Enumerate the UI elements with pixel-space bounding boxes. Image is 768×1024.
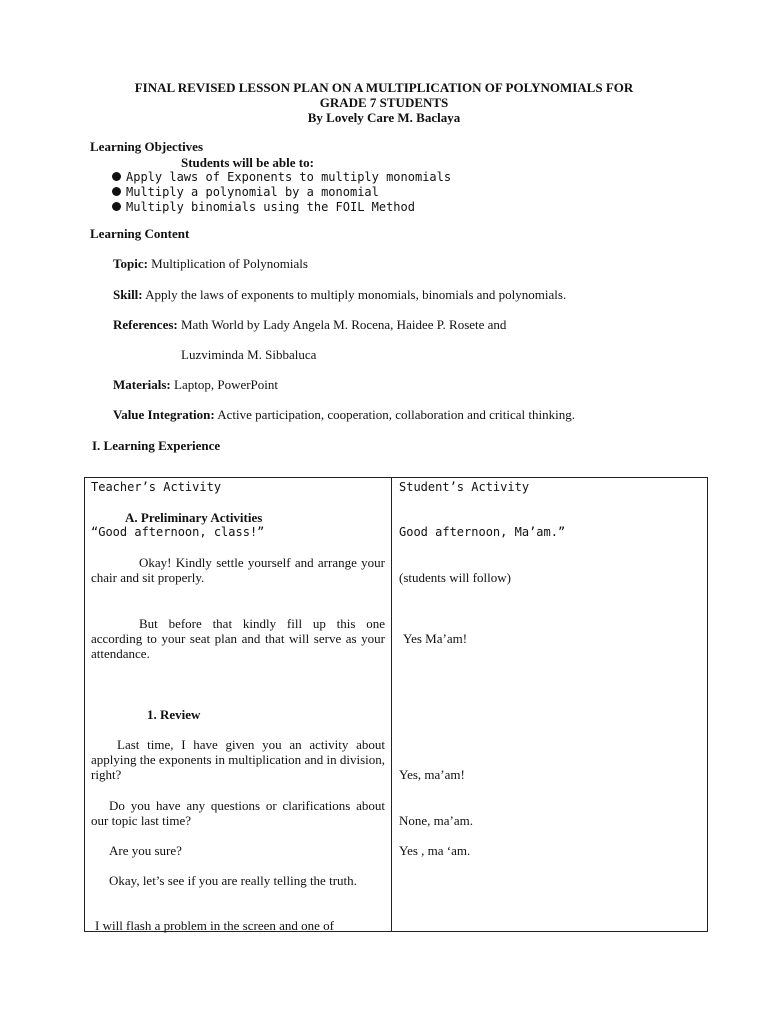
student-activity-header: Student’s Activity	[399, 480, 530, 494]
materials-label: Materials:	[113, 377, 171, 392]
student-clarification-response: None, ma’am.	[399, 813, 474, 828]
student-are-you-sure-response: Yes , ma ‘am.	[399, 843, 471, 858]
section-heading-learning-experience: I. Learning Experience	[92, 438, 221, 453]
value-integration-line	[113, 407, 575, 422]
bullet-icon	[112, 202, 121, 211]
teacher-greeting: “Good afternoon, class!”	[91, 525, 265, 539]
review-heading: 1. Review	[147, 707, 201, 722]
document-author: By Lovely Care M. Baclaya	[307, 110, 461, 125]
column-divider	[391, 478, 392, 931]
objective-item: Apply laws of Exponents to multiply monomials	[112, 170, 451, 185]
skill-label: Skill:	[113, 287, 143, 302]
objectives-subheading: Students will be able to:	[181, 155, 314, 170]
student-last-time-response: Yes, ma’am!	[399, 767, 465, 782]
objectives-heading: Learning Objectives	[90, 139, 204, 154]
references-line	[113, 317, 506, 332]
materials-value: Laptop, PowerPoint	[174, 377, 279, 392]
bullet-icon	[112, 187, 121, 196]
teacher-settle-instruction: Okay! Kindly settle yourself and arrange your chair and sit properly.	[91, 555, 385, 585]
topic-line	[113, 256, 308, 271]
objective-item: Multiply binomials using the FOIL Method	[112, 200, 415, 215]
activity-table	[84, 477, 708, 932]
document-title-line-1: FINAL REVISED LESSON PLAN ON A MULTIPLICATION OF POLYNOMIALS FOR	[134, 80, 634, 95]
teacher-last-time-question: Last time, I have given you an activity about applying the exponents in multiplication and in division, right?	[91, 737, 385, 782]
value-integration-label: Value Integration:	[113, 407, 215, 422]
teacher-attendance-instruction: But before that kindly fill up this one according to your seat plan and that will serve as your attendance.	[91, 616, 385, 661]
student-settle-response: (students will follow)	[399, 570, 511, 585]
student-attendance-response: Yes Ma’am!	[403, 631, 468, 646]
topic-value: Multiplication of Polynomials	[151, 256, 308, 271]
student-greeting: Good afternoon, Ma’am.”	[399, 525, 566, 539]
objective-item: Multiply a polynomial by a monomial	[112, 185, 379, 200]
content-heading: Learning Content	[90, 226, 190, 241]
teacher-clarification-question: Do you have any questions or clarifications about our topic last time?	[91, 798, 385, 828]
value-integration-value: Active participation, cooperation, collaboration and critical thinking.	[217, 407, 576, 422]
teacher-flash-problem: I will flash a problem in the screen and one of	[95, 918, 334, 933]
teacher-truth-check: Okay, let’s see if you are really telling the truth.	[109, 873, 357, 888]
materials-line	[113, 377, 278, 392]
teacher-are-you-sure: Are you sure?	[109, 843, 182, 858]
document-title-line-2: GRADE 7 STUDENTS	[319, 95, 449, 110]
references-value: Math World by Lady Angela M. Rocena, Haidee P. Rosete and	[180, 317, 507, 332]
preliminary-activities-heading: A. Preliminary Activities	[125, 510, 263, 525]
teacher-activity-header: Teacher’s Activity	[91, 480, 222, 494]
skill-line	[113, 287, 566, 302]
topic-label: Topic:	[113, 256, 148, 271]
skill-value: Apply the laws of exponents to multiply monomials, binomials and polynomials.	[145, 287, 567, 302]
references-continuation: Luzviminda M. Sibbaluca	[181, 347, 317, 362]
bullet-icon	[112, 172, 121, 181]
references-label: References:	[113, 317, 178, 332]
